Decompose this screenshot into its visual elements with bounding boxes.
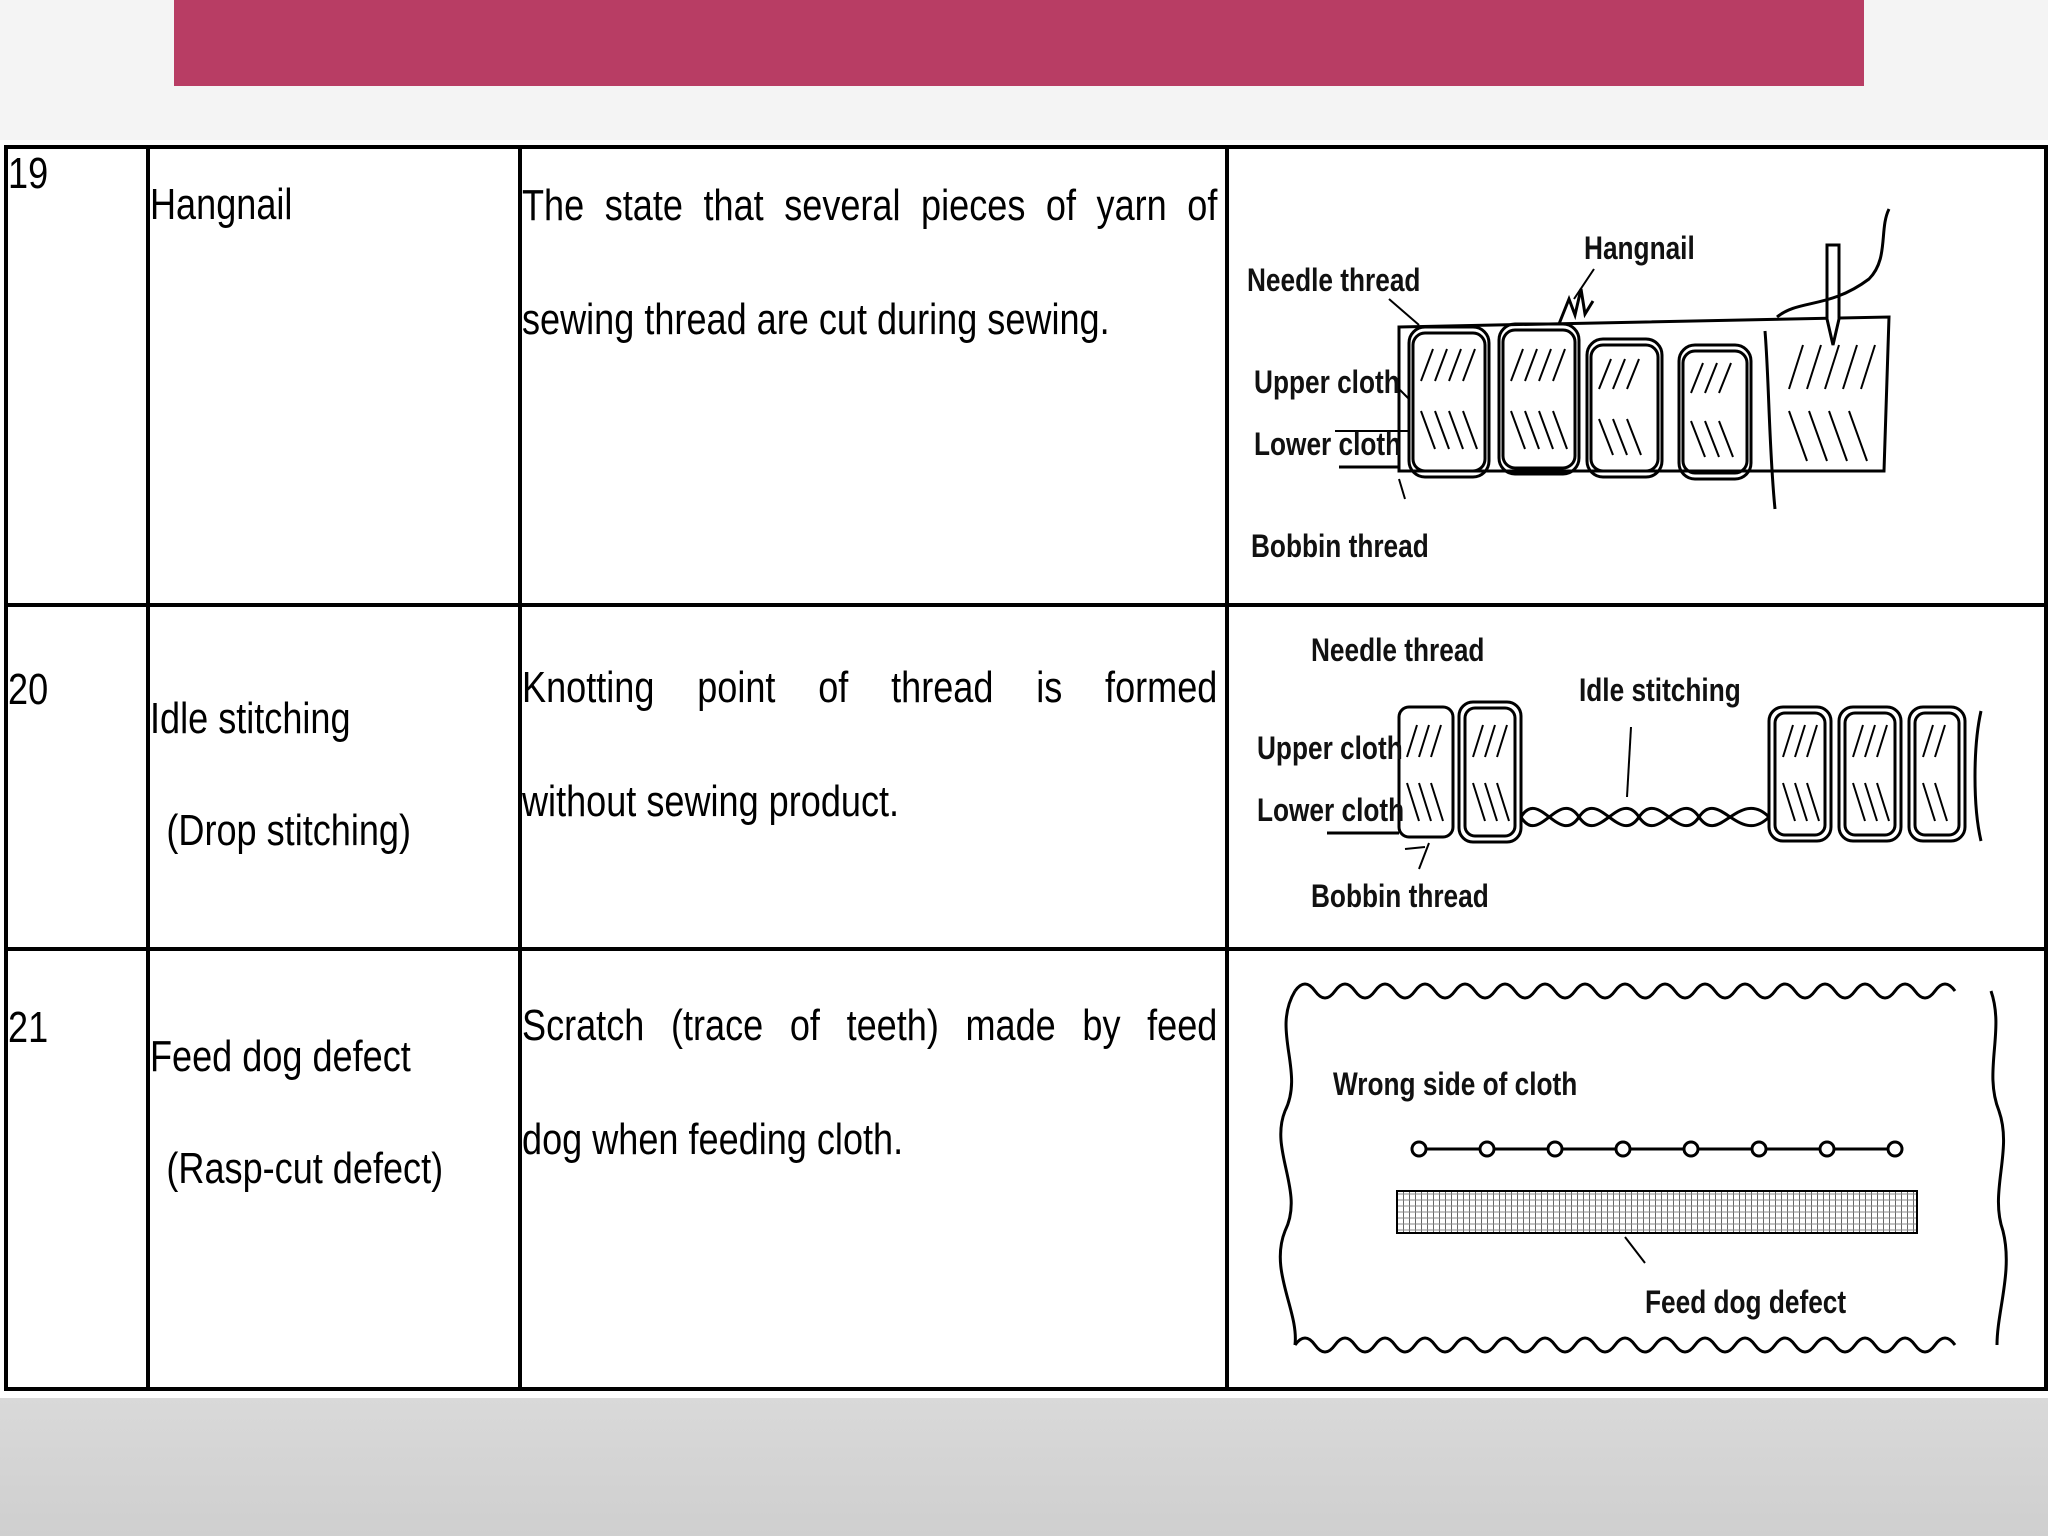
upper-cloth-label: Upper cloth [1257, 731, 1403, 767]
feed-dog-diagram [1229, 951, 2044, 1387]
table-row [6, 949, 2046, 1389]
defect-alt-name: (Drop stitching) [166, 806, 412, 855]
table-row [6, 147, 2046, 605]
row-number: 21 [8, 1003, 49, 1052]
row-number: 20 [8, 665, 49, 714]
title-banner [174, 0, 1864, 86]
defect-name: Hangnail [150, 180, 293, 229]
table-row [6, 605, 2046, 949]
defect-name-cell [148, 605, 520, 949]
hangnail-label: Hangnail [1584, 231, 1695, 267]
needle-thread-label: Needle thread [1247, 263, 1421, 299]
description-line: without sewing product. [522, 777, 900, 826]
description-line: dog when feeding cloth. [522, 1115, 904, 1164]
defects-table-container [4, 145, 2044, 1395]
description-line: Scratch (trace of teeth) made by feed [522, 1001, 1218, 1050]
row-number-cell [6, 147, 148, 605]
hangnail-diagram [1229, 149, 2044, 603]
description-cell [520, 147, 1227, 605]
defects-table [4, 145, 2048, 1391]
wrong-side-label: Wrong side of cloth [1333, 1067, 1578, 1103]
idle-stitching-diagram [1229, 607, 2044, 947]
feed-dog-diagram-cell [1227, 949, 2046, 1389]
defect-name-cell [148, 949, 520, 1389]
feed-dog-defect-label: Feed dog defect [1645, 1285, 1847, 1321]
description-line: The state that several pieces of yarn of [522, 181, 1218, 230]
defect-name: Feed dog defect [150, 1032, 411, 1081]
bobbin-thread-label: Bobbin thread [1251, 529, 1429, 565]
description-line: Knotting point of thread is formed [522, 663, 1218, 712]
description-cell [520, 949, 1227, 1389]
slide-bottom-background [0, 1398, 2048, 1536]
needle-thread-label: Needle thread [1311, 633, 1485, 669]
defect-alt-name: (Rasp-cut defect) [166, 1144, 444, 1193]
bobbin-thread-label: Bobbin thread [1311, 879, 1489, 915]
defect-name-cell [148, 147, 520, 605]
idle-stitching-diagram-cell [1227, 605, 2046, 949]
defect-name: Idle stitching [150, 694, 351, 743]
row-number-cell [6, 605, 148, 949]
hangnail-diagram-cell [1227, 147, 2046, 605]
upper-cloth-label: Upper cloth [1254, 365, 1400, 401]
lower-cloth-label: Lower cloth [1254, 427, 1402, 463]
idle-stitching-label: Idle stitching [1579, 673, 1741, 709]
row-number: 19 [8, 149, 49, 198]
description-line: sewing thread are cut during sewing. [522, 295, 1110, 344]
description-cell [520, 605, 1227, 949]
lower-cloth-label: Lower cloth [1257, 793, 1405, 829]
row-number-cell [6, 949, 148, 1389]
